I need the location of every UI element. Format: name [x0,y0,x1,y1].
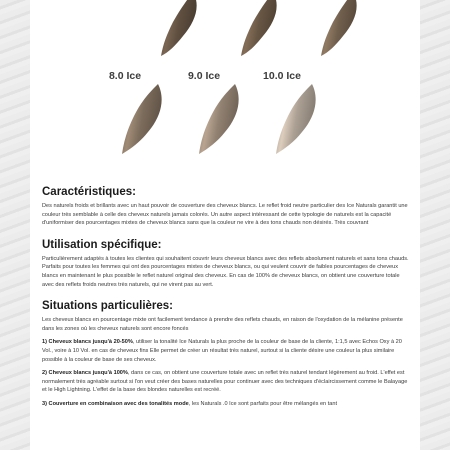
list-item [42,400,410,409]
swatch-shape [161,0,197,56]
item-lead: 1) Cheveux blancs jusqu'à 20-50% [42,339,133,346]
swatch-shape [241,0,277,56]
section-text: Les cheveux blancs en pourcentage mixte ont facilement tendance à prendre des reflets chauds, en raison de l'oxydation de la mélanine présente dans les zones où les cheveux naturels sont encore foncés [42,317,403,332]
hair-swatch [118,84,168,154]
item-text: , utiliser la tonalité Ice Naturals la plus proche de la couleur de base de la cliente, 1:1,5 avec Echos Oxy à 20 Vol., voire à 10 Vol. en cas de cheveux fins Elle permet de créer un résultat très naturel, surtout si la cliente désire une couleur la plus similaire possible à la couleur de base de ses cheveux. [42,339,402,363]
section-specific-use [42,239,410,289]
section-special-situations [42,300,410,408]
section-characteristics [42,186,410,228]
marble-background-right [420,0,450,450]
swatch-shape [122,84,162,154]
section-text: Des naturels froids et brillants avec un haut pouvoir de couverture des cheveux blancs. Le reflet froid neutre particulier des Ice Naturals garantit une couleur très semblable à celle des cheveux naturels jamais colorés. Un autre aspect intéressant de cette typologie de naturels est la capacité d'uniformiser des pourcentages mixtes de cheveux blancs sans que la couleur ne vire à des tons chauds non désirés. Très couvrant [42,203,408,227]
section-title: Utilisation spécifique: [42,238,162,251]
hair-swatch [315,0,365,56]
hair-swatch [272,84,322,154]
section-title: Situations particulières: [42,300,174,313]
list-item [42,369,410,395]
list-item [42,338,410,364]
swatch-shape [321,0,357,56]
item-lead: 2) Cheveux blancs jusqu'à 100% [42,370,128,377]
swatch-shape [199,84,239,154]
shade-label: 9.0 Ice [187,70,221,82]
item-text: , les Naturals .0 Ice sont parfaits pour être mélangés en tant [188,400,338,407]
marble-background-left [0,0,30,450]
description-body [42,186,410,414]
swatch-shape [276,84,316,154]
shade-label: 10.0 Ice [263,70,301,82]
hair-swatch [235,0,285,56]
item-lead: 3) Couverture en combinaison avec des tonalités mode [42,400,189,407]
product-sheet [30,0,420,450]
section-title: Caractéristiques: [42,186,136,198]
hair-swatch [155,0,205,56]
hair-swatch [195,84,245,154]
section-text: Particulièrement adaptés à toutes les clientes qui souhaitent couvrir leurs cheveux blancs avec des reflets absolument naturels et sans tons chauds. Parfaits pour toutes les femmes qui ont des pourcentages mixtes de cheveux blancs, ou qui veulent couvrir de faibles pourcentages de cheveux blancs en maintenant le plus possible le reflet naturel original des cheveux. En cas de 100% de cheveux blancs, on obtient une couverture totale avec des reflets froids neutres très naturels, qui ne virent pas au vert. [42,255,409,288]
item-text: , dans ce cas, on obtient une couverture totale avec un reflet très naturel tendant légèrement au froid. L'effet est normalement très agréable surtout si l'on veut créer des bases naturelles pour continuer avec des techniques d'éclaircissement comme le Balayage et le High Lightning. L'effet de la base des blondes naturelles est recréé. [42,370,408,394]
shade-label: 8.0 Ice [108,70,142,82]
